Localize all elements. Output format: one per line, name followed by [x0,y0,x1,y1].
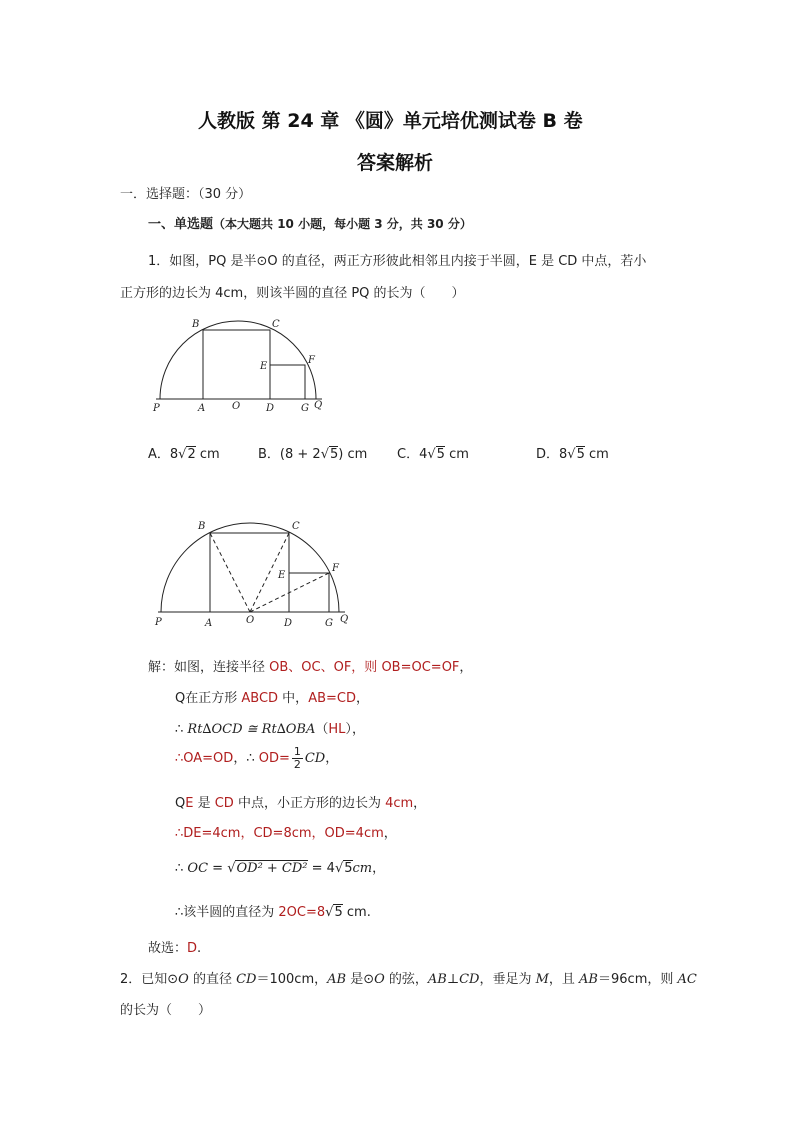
semicircle-arc [160,321,316,399]
solution-line-1: 解：如图，连接半径 OB、OC、OF，则 OB=OC=OF， [148,660,473,675]
option-b[interactable]: B．(8 + 2√5) cm [258,447,368,462]
subsection-note: （本大题共 10 小题，每小题 3 分，共 30 分） [213,217,472,231]
solution-figure [150,517,360,629]
label-A: A [198,403,206,414]
page-subtitle: 答案解析 [357,152,434,174]
option-c[interactable]: C．4√5 cm [397,447,469,462]
small-square [270,365,305,399]
q1-stem-line2: 正方形的边长为 4cm，则该半圆的直径 PQ 的长为（ ） [120,286,465,301]
label-Q: Q [314,400,323,411]
q2-stem-line2: 的长为（ ） [120,1003,212,1018]
label-F: F [332,563,339,574]
label-B: B [192,319,200,330]
radius-ob [210,533,250,612]
label-F: F [308,355,315,366]
label-Q: Q [340,614,349,625]
q1-stem-line1: 1．如图，PQ 是半⊙O 的直径，两正方形彼此相邻且内接于半圆，E 是 CD 中点，若小 [148,254,647,269]
label-P: P [153,403,160,414]
label-C: C [272,319,280,330]
option-d[interactable]: D．8√5 cm [536,447,609,462]
answer-line: 故选：D. [148,941,202,956]
solution-line-5: QE 是 CD 中点，小正方形的边长为 4cm， [175,796,427,811]
fraction-half: $\frac{1}{2}$ [293,745,301,771]
solution-line-8: ∴该半圆的直径为 2OC=8√5 cm. [175,905,371,920]
section-heading: 一．选择题：（30 分） [120,187,252,202]
solution-line-4: ∴OA=OD，∴ OD= $\frac{1}{2}$ CD， [175,745,339,771]
solution-line-3: ∴ Rt∆OCD ≅ Rt∆OBA（HL）， [175,722,365,737]
label-O: O [246,615,255,626]
label-G: G [325,618,333,629]
option-a[interactable]: A．8√2 cm [148,447,220,462]
label-B: B [198,521,206,532]
solution-line-7: ∴ OC = √OD² + CD² = 4√5cm， [175,861,386,876]
label-E: E [278,570,286,581]
solution-line-6: ∴DE=4cm，CD=8cm，OD=4cm， [175,826,397,841]
small-square [289,573,329,612]
label-C: C [292,521,300,532]
label-D: D [266,403,275,414]
q2-stem-line1: 2．已知⊙O 的直径 CD＝100cm，AB 是⊙O 的弦，AB⊥CD，垂足为 M，且 AB＝96cm，则 AC [120,972,697,987]
solution-line-2: Q在正方形 ABCD 中，AB=CD， [175,691,369,706]
page-title: 人教版 第 24 章 《圆》单元培优测试卷 B 卷 [198,110,583,132]
label-G: G [301,403,309,414]
label-P: P [155,617,162,628]
subsection-label: 一、单选题 [148,217,214,232]
because-icon: Q [175,796,186,811]
label-A: A [205,618,213,629]
q1-figure [150,316,335,416]
semicircle-arc [161,523,339,612]
subsection-heading [148,213,472,232]
label-O: O [232,401,241,412]
because-icon: Q [175,691,186,706]
label-D: D [284,618,293,629]
label-E: E [260,361,268,372]
